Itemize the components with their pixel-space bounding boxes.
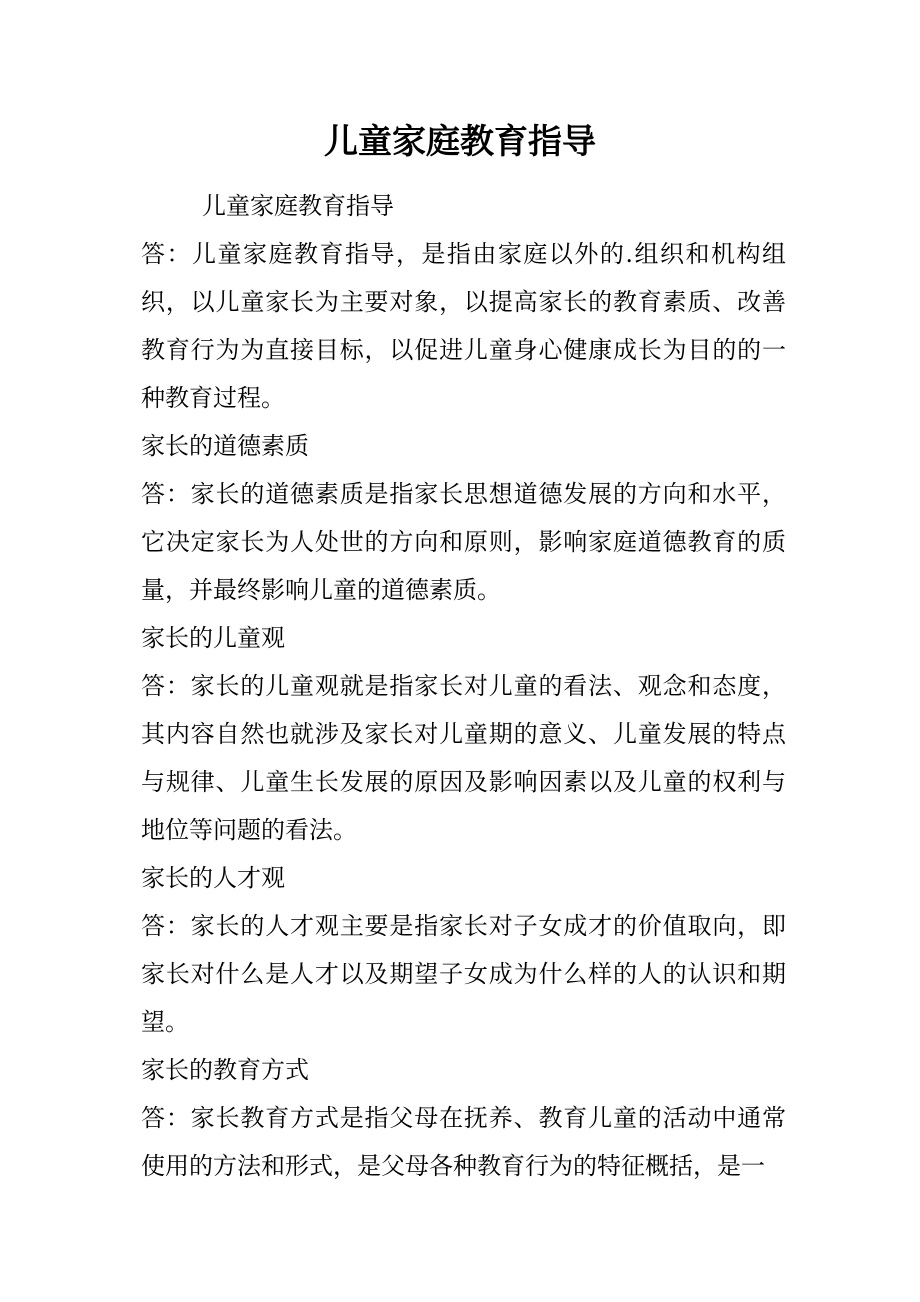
section-heading: 家长的人才观: [141, 864, 285, 892]
section-answer: 答：家长的儿童观就是指家长对儿童的看法、观念和态度，其内容自然也就涉及家长对儿童期的意义、儿童发展的特点与规律、儿童生长发展的原因及影响因素以及儿童的权利与地位等问题的看法。: [141, 672, 786, 844]
document-title: 儿童家庭教育指导: [324, 122, 596, 162]
section-definition: [141, 230, 786, 422]
section-answer: 答：家长的人才观主要是指家长对子女成才的价值取向，即家长对什么是人才以及期望子女成为什么样的人的认识和期望。: [141, 912, 786, 1036]
document-subtitle: 儿童家庭教育指导: [202, 192, 394, 220]
section-answer: 答：家长的道德素质是指家长思想道德发展的方向和水平，它决定家长为人处世的方向和原则，影响家庭道德教育的质量，并最终影响儿童的道德素质。: [141, 480, 786, 604]
section-parenting-style: [141, 1046, 786, 1190]
section-heading: 家长的儿童观: [141, 624, 285, 652]
section-view-of-children: [141, 614, 786, 854]
section-heading: 家长的教育方式: [141, 1056, 309, 1084]
section-moral-quality: [141, 422, 786, 614]
section-answer: 答：家长教育方式是指父母在抚养、教育儿童的活动中通常使用的方法和形式，是父母各种教育行为的特征概括，是一: [141, 1104, 786, 1180]
section-heading: 家长的道德素质: [141, 432, 309, 460]
document-body: [141, 182, 786, 1190]
section-view-of-talent: [141, 854, 786, 1046]
section-answer: 答：儿童家庭教育指导，是指由家庭以外的.组织和机构组织，以儿童家长为主要对象，以提高家长的教育素质、改善教育行为为直接目标，以促进儿童身心健康成长为目的的一种教育过程。: [141, 240, 786, 412]
